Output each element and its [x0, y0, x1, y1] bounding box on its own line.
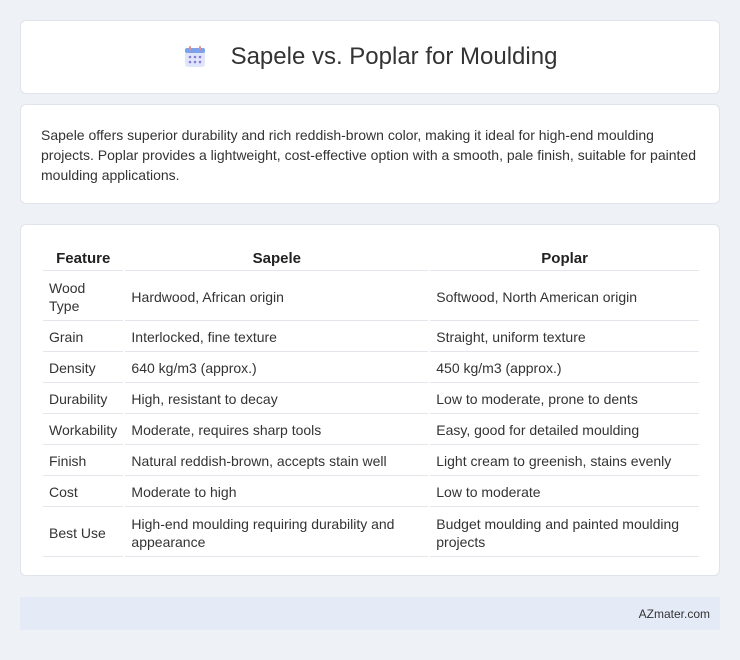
- footer-brand: AZmater.com: [638, 606, 710, 621]
- cell-feature: Finish: [43, 447, 123, 476]
- cell-sapele: Interlocked, fine texture: [125, 323, 428, 352]
- cell-feature: Density: [43, 354, 123, 383]
- table-row: [43, 273, 699, 321]
- cell-feature: Grain: [43, 323, 123, 352]
- cell-sapele: Hardwood, African origin: [125, 273, 428, 321]
- title-card: [20, 20, 720, 94]
- cell-feature: Workability: [43, 416, 123, 445]
- comparison-table: [41, 245, 701, 559]
- calendar-icon: [183, 45, 207, 69]
- header-feature: Feature: [43, 247, 123, 271]
- cell-sapele: High, resistant to decay: [125, 385, 428, 414]
- cell-sapele: Natural reddish-brown, accepts stain well: [125, 447, 428, 476]
- cell-poplar: Straight, uniform texture: [430, 323, 699, 352]
- cell-poplar: 450 kg/m3 (approx.): [430, 354, 699, 383]
- table-row: [43, 354, 699, 383]
- cell-poplar: Budget moulding and painted moulding projects: [430, 509, 699, 557]
- cell-feature: Cost: [43, 478, 123, 507]
- page-title: Sapele vs. Poplar for Moulding: [230, 43, 558, 70]
- cell-feature: Durability: [43, 385, 123, 414]
- cell-poplar: Low to moderate, prone to dents: [430, 385, 699, 414]
- cell-poplar: Light cream to greenish, stains evenly: [430, 447, 699, 476]
- cell-poplar: Low to moderate: [430, 478, 699, 507]
- header-sapele: Sapele: [125, 247, 428, 271]
- table-row: [43, 478, 699, 507]
- cell-poplar: Easy, good for detailed moulding: [430, 416, 699, 445]
- comparison-table-card: [20, 224, 720, 576]
- header-poplar: Poplar: [430, 247, 699, 271]
- table-row: [43, 447, 699, 476]
- footer: [20, 597, 720, 630]
- table-row: [43, 323, 699, 352]
- table-row: [43, 509, 699, 557]
- table-row: [43, 416, 699, 445]
- table-row: [43, 385, 699, 414]
- summary-card: [20, 104, 720, 204]
- cell-feature: Best Use: [43, 509, 123, 557]
- cell-sapele: 640 kg/m3 (approx.): [125, 354, 428, 383]
- summary-text: Sapele offers superior durability and rich reddish-brown color, making it ideal for high-end moulding projects. Poplar provides a lightweight, cost-effective option with a smooth, pale finish, suitable for painted moulding applications.: [41, 127, 696, 183]
- cell-feature: Wood Type: [43, 273, 123, 321]
- cell-sapele: Moderate to high: [125, 478, 428, 507]
- cell-sapele: High-end moulding requiring durability and appearance: [125, 509, 428, 557]
- table-header-row: [43, 247, 699, 271]
- cell-sapele: Moderate, requires sharp tools: [125, 416, 428, 445]
- cell-poplar: Softwood, North American origin: [430, 273, 699, 321]
